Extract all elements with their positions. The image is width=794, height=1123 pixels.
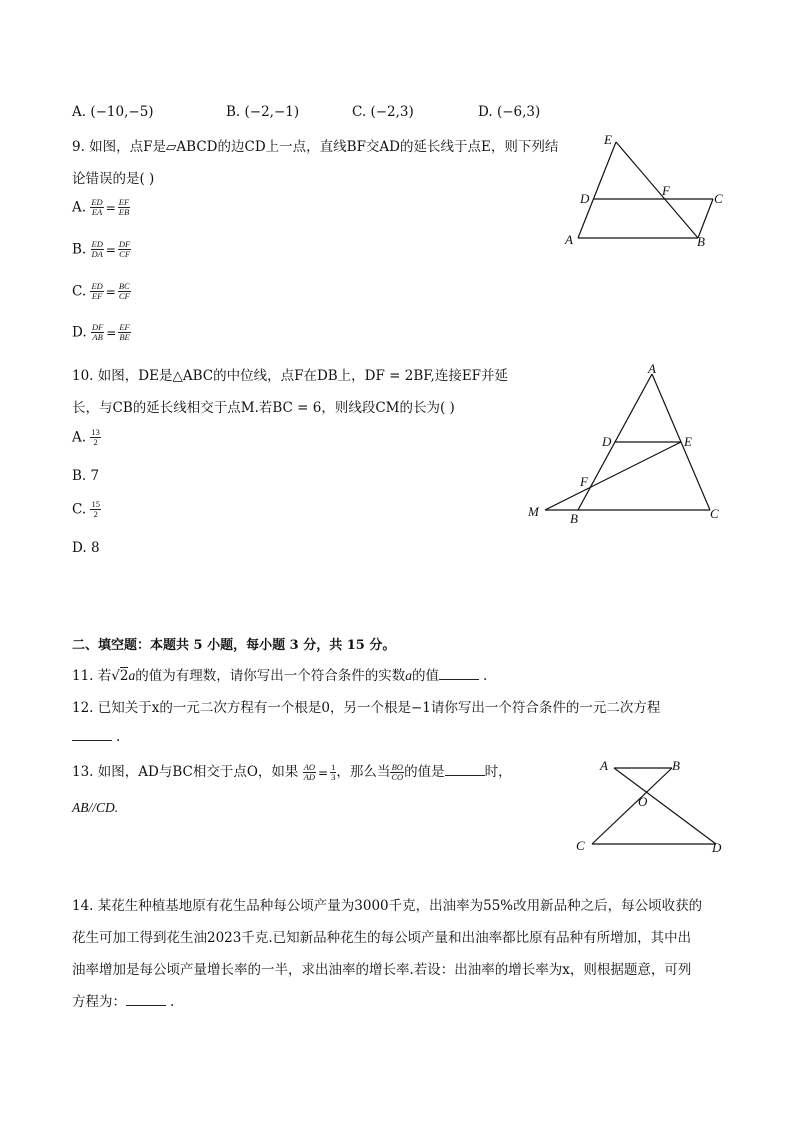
segment-me bbox=[545, 442, 681, 510]
fraction: $\frac{DF}{AB}$ bbox=[91, 322, 104, 343]
option-label: A. bbox=[72, 429, 87, 446]
q11-post: 的值为有理数，请你写出一个符合条件的实数 bbox=[135, 668, 406, 684]
fraction: $\frac{EF}{BE}$ bbox=[119, 322, 130, 343]
q10-option-a[interactable] bbox=[72, 428, 101, 448]
q8-options-row bbox=[72, 104, 592, 122]
q9-option-c[interactable]: C. $\frac{ED}{EF}$ = $\frac{BC}{CF}$ bbox=[72, 281, 130, 302]
q12-stem-line1: 12. 已知关于x的一元二次方程有一个根是0，另一个根是−1请你写出一个符合条件的一元二次方程 bbox=[72, 700, 661, 716]
label-c: C bbox=[710, 506, 719, 521]
q9-option-b[interactable]: B. $\frac{ED}{DA}$ = $\frac{DF}{CF}$ bbox=[72, 239, 131, 260]
fraction: $\frac{BO}{CO}$ bbox=[391, 761, 404, 782]
var-a: a bbox=[128, 668, 136, 683]
q10-option-c[interactable] bbox=[72, 500, 101, 520]
option-label: C. bbox=[72, 501, 87, 518]
q8-option-b[interactable]: B. (−2,−1) bbox=[226, 104, 300, 120]
fraction: $\frac{ED}{DA}$ bbox=[91, 239, 103, 260]
label-c: C bbox=[714, 191, 723, 206]
answer-blank[interactable] bbox=[126, 993, 166, 1006]
section-2-title: 二、填空题：本题共 5 小题，每小题 3 分，共 15 分。 bbox=[72, 638, 396, 653]
option-label: C. bbox=[72, 283, 87, 300]
option-label: B. bbox=[72, 468, 87, 484]
label-c: C bbox=[576, 838, 585, 853]
q10-stem-line2: 长，与CB的延长线相交于点M.若BC = 6，则线段CM的长为( ) bbox=[72, 400, 455, 416]
fraction: $\frac{EF}{EB}$ bbox=[118, 197, 130, 218]
fraction: $\frac{BC}{CF}$ bbox=[118, 281, 130, 302]
option-label: D. bbox=[72, 540, 87, 556]
q11-stem bbox=[72, 664, 487, 684]
label-b: B bbox=[697, 234, 705, 249]
q13-mid: ，那么当 bbox=[336, 764, 391, 780]
fraction: $\frac{DF}{CF}$ bbox=[118, 239, 131, 260]
q12-answer-line bbox=[72, 728, 120, 745]
label-d: D bbox=[712, 840, 722, 855]
fraction: $\frac{13}{2}$ bbox=[91, 427, 100, 448]
fraction: $\frac{ED}{EF}$ bbox=[91, 281, 103, 302]
q13-end: 时， bbox=[484, 764, 512, 780]
q11-tail: . bbox=[482, 668, 488, 684]
q8-option-d[interactable]: D. (−6,3) bbox=[478, 104, 541, 120]
label-f: F bbox=[580, 474, 588, 489]
fraction: $\frac{15}{2}$ bbox=[91, 499, 100, 520]
label-a: A bbox=[565, 232, 573, 247]
q13-hourglass-figure bbox=[570, 752, 730, 860]
q8-option-c[interactable]: C. (−2,3) bbox=[352, 104, 414, 120]
radicand: 2 bbox=[119, 668, 129, 684]
q11-end: 的值 bbox=[411, 668, 439, 684]
q14-tail: . bbox=[170, 994, 175, 1010]
q10-triangle-figure bbox=[520, 360, 730, 530]
q9-option-a[interactable]: A. $\frac{ED}{EA}$ = $\frac{EF}{EB}$ bbox=[72, 197, 130, 218]
q12-tail: . bbox=[116, 729, 121, 745]
option-value: 8 bbox=[90, 540, 100, 556]
q9-parallelogram-figure bbox=[560, 128, 730, 253]
q14-stem-line4 bbox=[72, 990, 174, 1010]
q14-prompt: 方程为： bbox=[72, 994, 126, 1010]
label-a: A bbox=[600, 758, 608, 773]
segment-ad bbox=[614, 768, 716, 844]
q10-option-b[interactable] bbox=[72, 468, 99, 484]
q13-post: 的值是 bbox=[404, 764, 445, 780]
var-a2: a bbox=[405, 668, 412, 683]
q11-pre: 11. 若 bbox=[72, 668, 112, 684]
q13-stem-line2: AB//CD. bbox=[72, 800, 119, 815]
q9-stem-line1: 9. 如图，点F是▱ABCD的边CD上一点，直线BF交AD的延长线于点E，则下列结 bbox=[72, 139, 559, 155]
option-value: 7 bbox=[90, 468, 100, 484]
answer-blank[interactable] bbox=[72, 728, 112, 741]
segment-eb bbox=[616, 142, 698, 238]
q14-stem-line1: 14. 某花生种植基地原有花生品种每公顷产量为3000千克，出油率为55%改用新品种之后，每公顷收获的 bbox=[72, 898, 703, 914]
label-m: M bbox=[528, 504, 539, 519]
q13-stem-line1 bbox=[72, 760, 512, 782]
label-a: A bbox=[648, 361, 656, 376]
segment-ea bbox=[578, 142, 616, 238]
label-f: F bbox=[662, 183, 670, 198]
label-e: E bbox=[684, 434, 692, 449]
label-d: D bbox=[580, 191, 590, 206]
answer-blank[interactable] bbox=[445, 763, 485, 776]
fraction: $\frac{1}{3}$ bbox=[331, 761, 336, 782]
label-o: O bbox=[638, 794, 648, 809]
q10-stem-line1: 10. 如图，DE是△ABC的中位线，点F在DB上，DF = 2BF,连接EF并延 bbox=[72, 368, 509, 384]
option-label: B. bbox=[72, 241, 87, 258]
answer-blank[interactable] bbox=[439, 667, 479, 680]
q14-stem-line2: 花生可加工得到花生油2023千克.已知新品种花生的每公顷产量和出油率都比原有品种有所增加，其中出 bbox=[72, 930, 692, 946]
q10-option-d[interactable] bbox=[72, 540, 100, 556]
q13-pre: 13. 如图，AD与BC相交于点O，如果 bbox=[72, 764, 299, 780]
fraction: $\frac{ED}{EA}$ bbox=[91, 197, 103, 218]
fraction: $\frac{AO}{AD}$ bbox=[303, 761, 316, 782]
label-b: B bbox=[570, 511, 578, 526]
option-label: A. bbox=[72, 199, 87, 216]
label-e: E bbox=[604, 132, 612, 147]
q9-stem-line2: 论错误的是( ) bbox=[72, 171, 155, 187]
label-b: B bbox=[672, 758, 680, 773]
q14-stem-line3: 油率增加是每公顷产量增长率的一半，求出油率的增长率.若设：出油率的增长率为x，则根据题意，可列 bbox=[72, 962, 692, 978]
equals: = bbox=[318, 765, 329, 780]
sqrt-sign: √ bbox=[111, 668, 120, 684]
option-label: D. bbox=[72, 324, 87, 341]
segment-bc bbox=[592, 768, 672, 844]
label-d: D bbox=[602, 434, 612, 449]
segment-cb bbox=[698, 199, 713, 238]
q8-option-a[interactable]: A. (−10,−5) bbox=[72, 104, 154, 120]
q9-option-d[interactable]: D. $\frac{DF}{AB}$ = $\frac{EF}{BE}$ bbox=[72, 322, 130, 343]
